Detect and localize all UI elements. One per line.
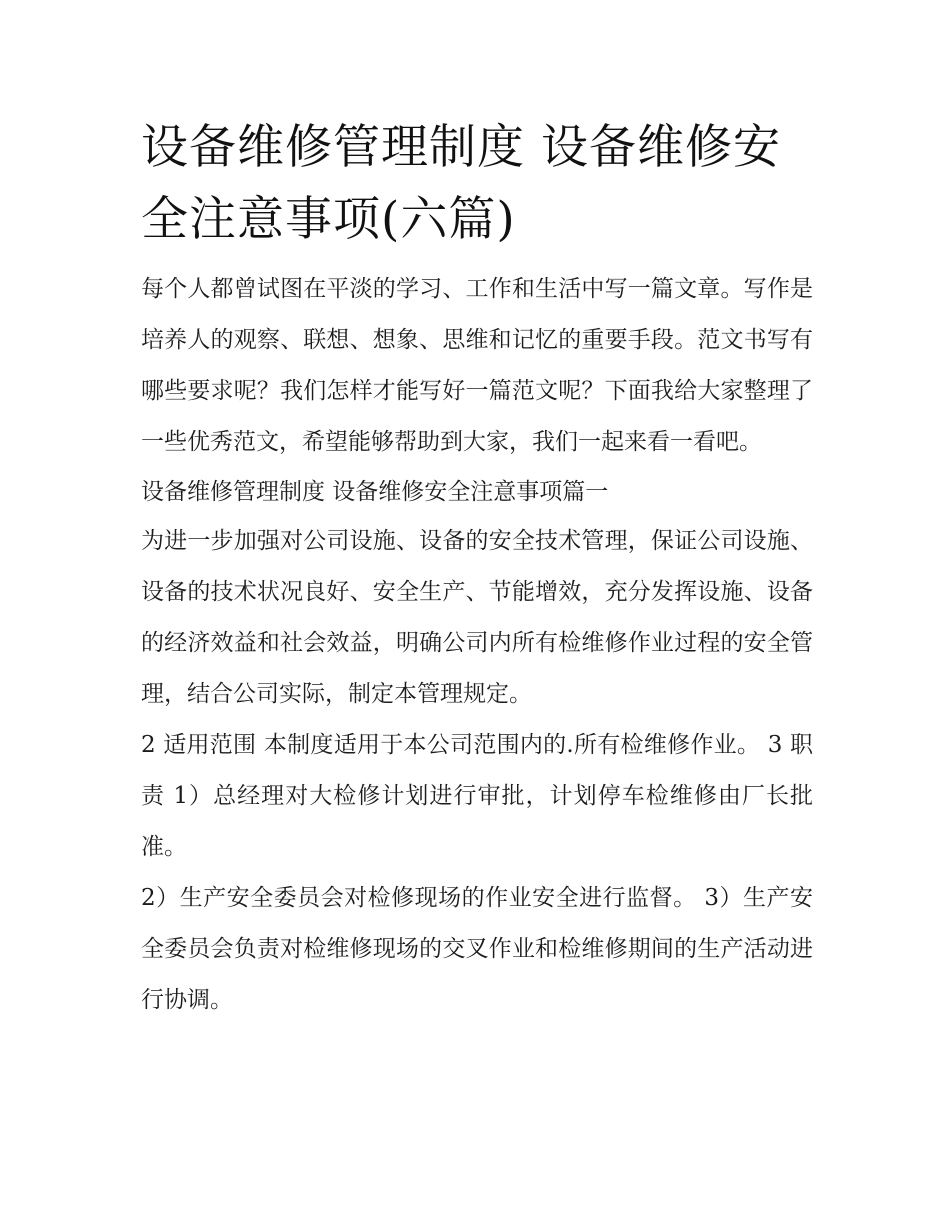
section-heading: 设备维修管理制度 设备维修安全注意事项篇一 <box>141 479 609 505</box>
purpose-paragraph: 为进一步加强对公司设施、设备的安全技术管理，保证公司设施、设备的技术状况良好、安全生产、节能增效，充分发挥设施、设备的经济效益和社会效益，明确公司内所有检维修作业过程的安全管理，结合公司实际，制定本管理规定。 <box>141 528 813 707</box>
document-title: 设备维修管理制度 设备维修安全注意事项(六篇) <box>141 120 781 247</box>
intro-paragraph: 每个人都曾试图在平淡的学习、工作和生活中写一篇文章。写作是培养人的观察、联想、想象、思维和记忆的重要手段。范文书写有哪些要求呢？我们怎样才能写好一篇范文呢？下面我给大家整理了一些优秀范文，希望能够帮助到大家，我们一起来看一看吧。 <box>141 276 813 455</box>
scope-paragraph: 2 适用范围 本制度适用于本公司范围内的.所有检维修作业。 3 职责 1）总经理对大检修计划进行审批，计划停车检维修由厂长批准。 <box>141 732 813 860</box>
committee-paragraph: 2）生产安全委员会对检修现场的作业安全进行监督。 3）生产安全委员会负责对检维修现场的交叉作业和检维修期间的生产活动进行协调。 <box>141 885 813 1013</box>
document-body <box>141 264 813 1026</box>
document-content <box>141 112 813 1026</box>
